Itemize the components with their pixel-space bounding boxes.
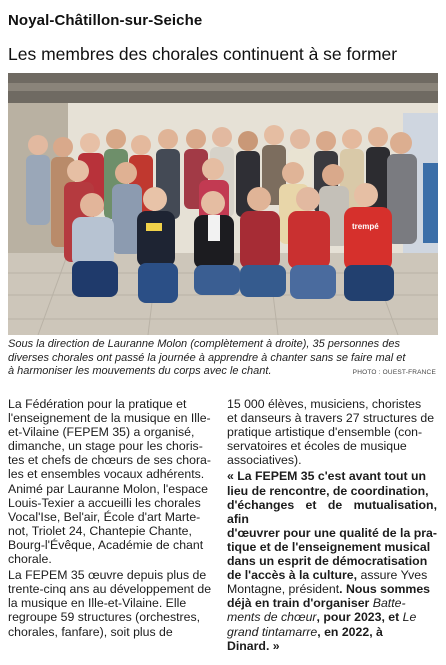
text-line: Dinard. » [227,638,280,653]
event-title: grand tintamarre [227,624,318,639]
text-line: et-Vilaine (FEPEM 35) a organisé, [8,425,195,440]
text-line: dimanche, un stage pour les choris- [8,439,203,454]
article-paragraph [8,397,218,566]
photo-credit: PHOTO : OUEST-FRANCE [352,369,436,376]
text-line: La FEPEM 35 œuvre depuis plus de [8,568,207,583]
text-line: tes et chefs de chœurs de ses chora- [8,453,211,468]
text-line: . Nous sommes [339,582,431,597]
text-line: servatoires et écoles de musique [227,439,407,454]
text-line: , en 2022, à [317,624,383,639]
text-line: trente-cinq ans au développement de [8,582,212,597]
text-line: 15 000 élèves, musiciens, choristes [227,397,422,411]
text-line: d'œuvrer pour une qualité de la pra- [227,525,437,540]
article-paragraph [227,397,437,467]
text-line: Vocal'Ise, Bel'air, École d'art Marte- [8,509,201,524]
article-column-left [8,397,218,639]
event-title: ments de chœur [227,610,317,625]
text-line: chorale. [8,552,52,567]
shirt-print-text: trempé [352,222,379,231]
text-line: associatives). [227,453,302,468]
caption-line: à harmoniser les mouvements du corps avec le chant. [8,365,272,377]
text-line: tique et de l'enseignement musical [227,539,431,554]
text-line: les et ensembles vocaux adhérents. [8,467,205,482]
text-line: Animé par Lauranne Molon, l'espace [8,481,208,496]
article-headline: Les membres des chorales continuent à se former [8,44,398,64]
text-line: Bourg-l'Évêque, Académie de chant [8,537,204,552]
article-kicker-location: Noyal-Châtillon-sur-Seiche [8,12,203,29]
event-title: Batte- [372,596,406,611]
attribution-text: Montagne, président [227,582,340,597]
article-quote [227,469,437,652]
text-line: l'enseignement de la musique en Ille- [8,411,211,426]
text-line: lieu de rencontre, de coordination, [227,483,429,498]
text-line: pratique artistique d'ensemble (con- [227,425,423,440]
text-line: d'échanges et de mutualisation, afin [227,497,437,526]
text-line: regroupe 59 structures (orchestres, [8,610,201,625]
text-line: « La FEPEM 35 c'est avant tout un [227,469,427,484]
text-line: chorales, fanfare), soit plus de [8,624,173,639]
text-line: not, Triolet 24, Chantepie Chante, [8,523,192,538]
text-line: et danseurs à travers 27 structures de [227,411,435,426]
caption-line: Sous la direction de Lauranne Molon (complètement à droite), 35 personnes des [8,338,400,350]
text-line: de l'accès à la culture, [227,568,358,583]
text-line: , pour 2023, et [316,610,403,625]
article-column-right [227,397,437,653]
text-line: dans un esprit de démocratisation [227,554,428,569]
text-line: déjà en train d'organiser [227,596,373,611]
attribution-text: assure Yves [357,568,428,583]
text-line: Louis-Texier a accueilli les chorales [8,495,201,510]
text-line: La Fédération pour la pratique et [8,397,187,411]
group-photo [8,73,438,335]
group-photo-illustration [8,73,438,335]
text-line: la musique en Ille-et-Vilaine. Elle [8,596,187,611]
article-paragraph [8,568,218,638]
event-title: Le [402,610,417,625]
caption-line: diverses chorales ont passé la journée à apprendre à chanter sans se faire mal et [8,351,406,364]
